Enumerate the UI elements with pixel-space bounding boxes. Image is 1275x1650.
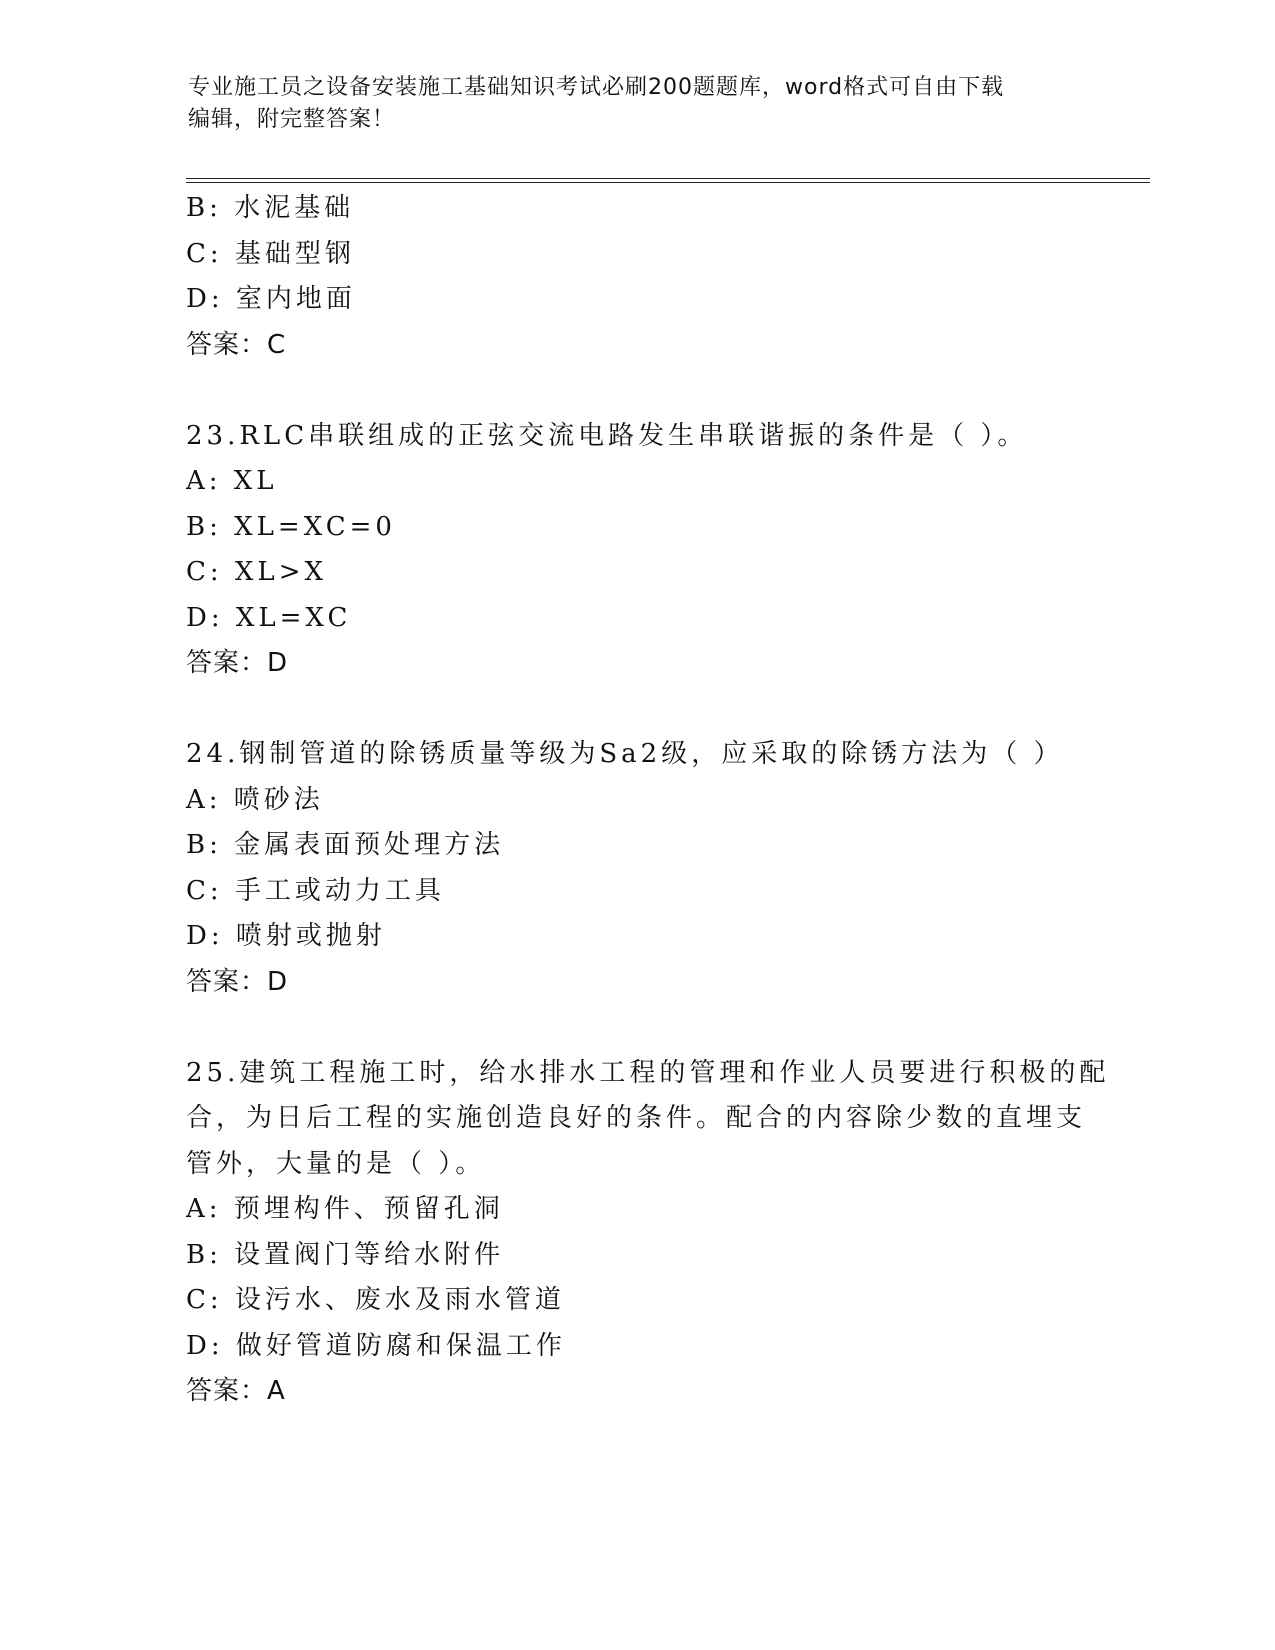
page-header [188,72,1088,136]
option-d: D: XL=XC [186,602,352,633]
option-b: B: XL=XC=0 [186,511,396,542]
option-c: C: 设污水、废水及雨水管道 [186,1285,565,1315]
question-stem: 23.RLC串联组成的正弦交流电路发生串联谐振的条件是（ ）。 [186,420,1028,451]
question-stem: 24.钢制管道的除锈质量等级为Sa2级，应采取的除锈方法为（ ） [186,739,1064,769]
option-d: D: 室内地面 [186,284,356,314]
answer-line: 答案：D [186,648,289,678]
answer-line: 答案：D [186,966,289,997]
question-stem-line-1: 25.建筑工程施工时，给水排水工程的管理和作业人员要进行积极的配 [186,1057,1110,1088]
option-c: C: 手工或动力工具 [186,875,445,906]
answer-line: 答案：C [186,329,287,360]
option-c: C: XL>X [186,557,327,587]
header-line-2: 编辑，附完整答案！ [188,107,396,132]
option-d: D: 做好管道防腐和保温工作 [186,1330,566,1361]
answer-line: 答案：A [186,1376,286,1406]
header-line-1: 专业施工员之设备安装施工基础知识考试必刷200题题库，word格式可自由下载 [188,75,1005,100]
option-a: A: XL [186,466,278,496]
option-b: B: 设置阀门等给水附件 [186,1239,505,1270]
option-b: B: 金属表面预处理方法 [186,830,505,860]
question-stem-line-3: 管外，大量的是（ ）。 [186,1148,486,1179]
header-rule-bottom [186,182,1150,183]
header-rule-top [186,178,1150,179]
question-stem-line-2: 合，为日后工程的实施创造良好的条件。配合的内容除少数的直埋支 [186,1103,1087,1133]
option-c: C: 基础型钢 [186,238,355,269]
option-b: B: 水泥基础 [186,193,355,223]
question-content [186,186,1110,1415]
option-a: A: 喷砂法 [186,784,324,815]
option-d: D: 喷射或抛射 [186,921,386,951]
spacer [186,368,1096,414]
spacer [186,1005,1096,1051]
spacer [186,687,1096,733]
option-a: A: 预埋构件、预留孔洞 [186,1194,504,1224]
